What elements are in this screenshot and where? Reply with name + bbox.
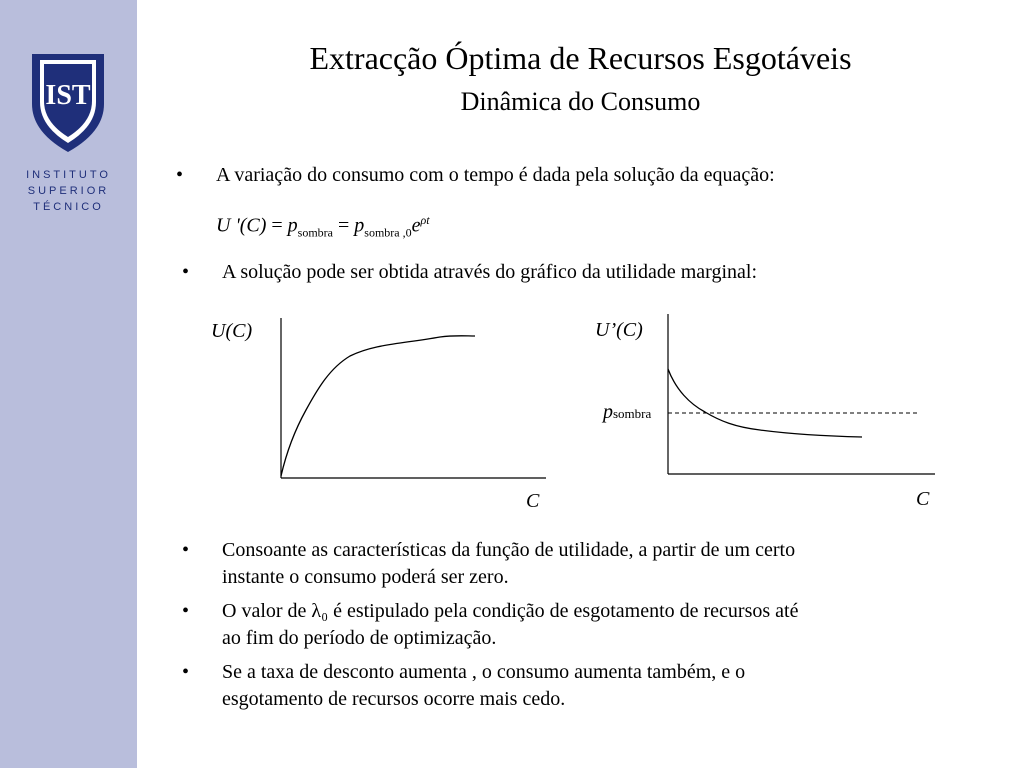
equation: U '$(C) = p_{sombra} = p_{sombra ,0}e^{\rho t}$: [216, 213, 430, 240]
sidebar: [0, 0, 137, 768]
bullet-text-line-2: esgotamento de recursos ocorre mais cedo.: [222, 688, 566, 710]
left-graph-x-label: C: [526, 490, 540, 512]
logo-letters: IST: [45, 80, 91, 111]
bullet-text-line-1: Se a taxa de desconto aumenta , o consumo aumenta também, e o: [222, 661, 746, 683]
bullet-dot: •: [182, 261, 190, 283]
equation-p1: p: [287, 214, 298, 237]
logo-line-2: SUPERIOR: [27, 185, 110, 197]
equation-p2: p: [354, 214, 365, 237]
marginal-utility-curve: [668, 369, 862, 437]
bullet-dot: •: [182, 661, 190, 683]
bullet-text-line-2: ao fim do período de optimização.: [222, 627, 497, 649]
left-graph-y-label: U(C): [211, 320, 253, 342]
bullet-text: A variação do consumo com o tempo é dada pela solução da equação:: [216, 164, 775, 186]
bullet-text-line-2: instante o consumo poderá ser zero.: [222, 566, 509, 588]
bullet-dot: •: [176, 164, 184, 186]
equation-exp: ρt: [420, 213, 430, 227]
ist-shield-logo: [0, 0, 137, 160]
shadow-price-p: p: [603, 401, 613, 423]
logo-line-3: TÉCNICO: [33, 201, 104, 213]
slide-subtitle: Dinâmica do Consumo: [460, 87, 701, 116]
bullet-text: A solução pode ser obtida através do gráfico da utilidade marginal:: [222, 261, 758, 283]
equation-e: e: [411, 214, 421, 237]
equation-sub2: sombra ,0: [364, 225, 412, 240]
utility-curve: [281, 336, 475, 476]
bullet-dot: •: [182, 539, 190, 561]
right-graph-y-label: U’(C): [595, 319, 643, 341]
shadow-price-sub: sombra: [613, 406, 652, 421]
right-graph-x-label: C: [916, 488, 930, 510]
bullet-text-line-1: Consoante as características da função de utilidade, a partir de um certo: [222, 539, 796, 561]
slide-title: Extracção Óptima de Recursos Esgotáveis: [309, 40, 852, 76]
equation-sub1: sombra: [297, 225, 333, 240]
shadow-price-label: [603, 400, 651, 426]
bullet-text-line-1: O valor de λ₀ é estipulado pela condição de esgotamento de recursos até: [222, 600, 799, 622]
bullet-dot: •: [182, 600, 190, 622]
equation-lhs: U '(C): [216, 214, 267, 237]
logo-line-1: INSTITUTO: [26, 169, 111, 181]
